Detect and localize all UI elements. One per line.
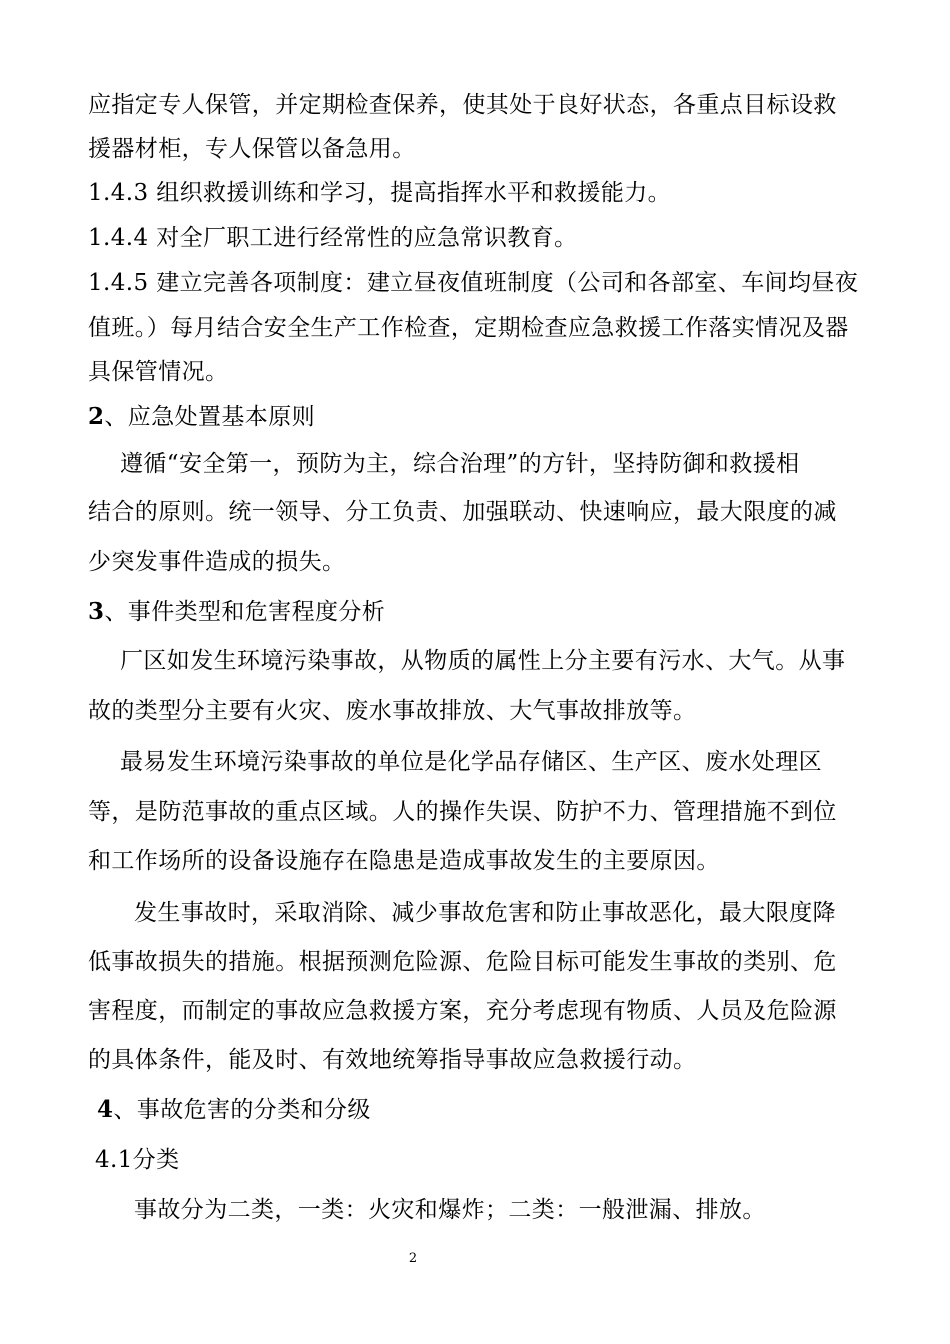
page-number: 2 (408, 1251, 418, 1266)
section-title: 、事件类型和危害程度分析 (104, 599, 386, 625)
section-title: 、事故危害的分类和分级 (113, 1097, 371, 1123)
text-line: 应指定专人保管，并定期检查保养，使其处于良好状态，各重点目标设救 (88, 92, 837, 118)
text-line: 厂区如发生环境污染事故，从物质的属性上分主要有污水、大气。从事 (120, 648, 846, 674)
text-line: 结合的原则。统一领导、分工负责、加强联动、快速响应，最大限度的减 (88, 499, 837, 525)
text-line: 值班。）每月结合安全生产工作检查，定期检查应急救援工作落实情况及器 (88, 315, 849, 341)
section-number: 4 (97, 1096, 114, 1123)
section-number: 2 (88, 403, 105, 430)
section-heading (88, 597, 385, 627)
text-line: 1.4.3 组织救援训练和学习，提高指挥水平和救援能力。 (88, 180, 672, 206)
text-line: 事故分为二类，一类：火灾和爆炸；二类：一般泄漏、排放。 (134, 1197, 766, 1223)
section-number: 3 (88, 598, 105, 625)
text-line: 的具体条件，能及时、有效地统筹指导事故应急救援行动。 (88, 1047, 697, 1073)
section-heading (88, 402, 315, 432)
text-line: 遵循“安全第一，预防为主，综合治理”的方针，坚持防御和救援相 (120, 451, 800, 477)
text-line: 1.4.4 对全厂职工进行经常性的应急常识教育。 (88, 225, 578, 251)
section-title: 、应急处置基本原则 (104, 404, 316, 430)
text-line: 等，是防范事故的重点区域。人的操作失误、防护不力、管理措施不到位 (88, 799, 837, 825)
text-line: 少突发事件造成的损失。 (88, 549, 346, 575)
text-line: 害程度，而制定的事故应急救援方案，充分考虑现有物质、人员及危险源 (88, 998, 837, 1024)
text-line: 最易发生环境污染事故的单位是化学品存储区、生产区、废水处理区 (120, 749, 822, 775)
text-line: 1.4.5 建立完善各项制度：建立昼夜值班制度（公司和各部室、车间均昼夜 (88, 270, 859, 296)
subsection-heading: 4.1分类 (95, 1147, 180, 1173)
text-line: 低事故损失的措施。根据预测危险源、危险目标可能发生事故的类别、危 (88, 949, 837, 975)
text-line: 援器材柜，专人保管以备急用。 (88, 136, 416, 162)
text-line: 故的类型分主要有火灾、废水事故排放、大气事故排放等。 (88, 698, 697, 724)
text-line: 和工作场所的设备设施存在隐患是造成事故发生的主要原因。 (88, 848, 720, 874)
section-heading (97, 1095, 371, 1125)
text-line: 发生事故时，采取消除、减少事故危害和防止事故恶化，最大限度降 (134, 900, 836, 926)
text-line: 具保管情况。 (88, 359, 229, 385)
